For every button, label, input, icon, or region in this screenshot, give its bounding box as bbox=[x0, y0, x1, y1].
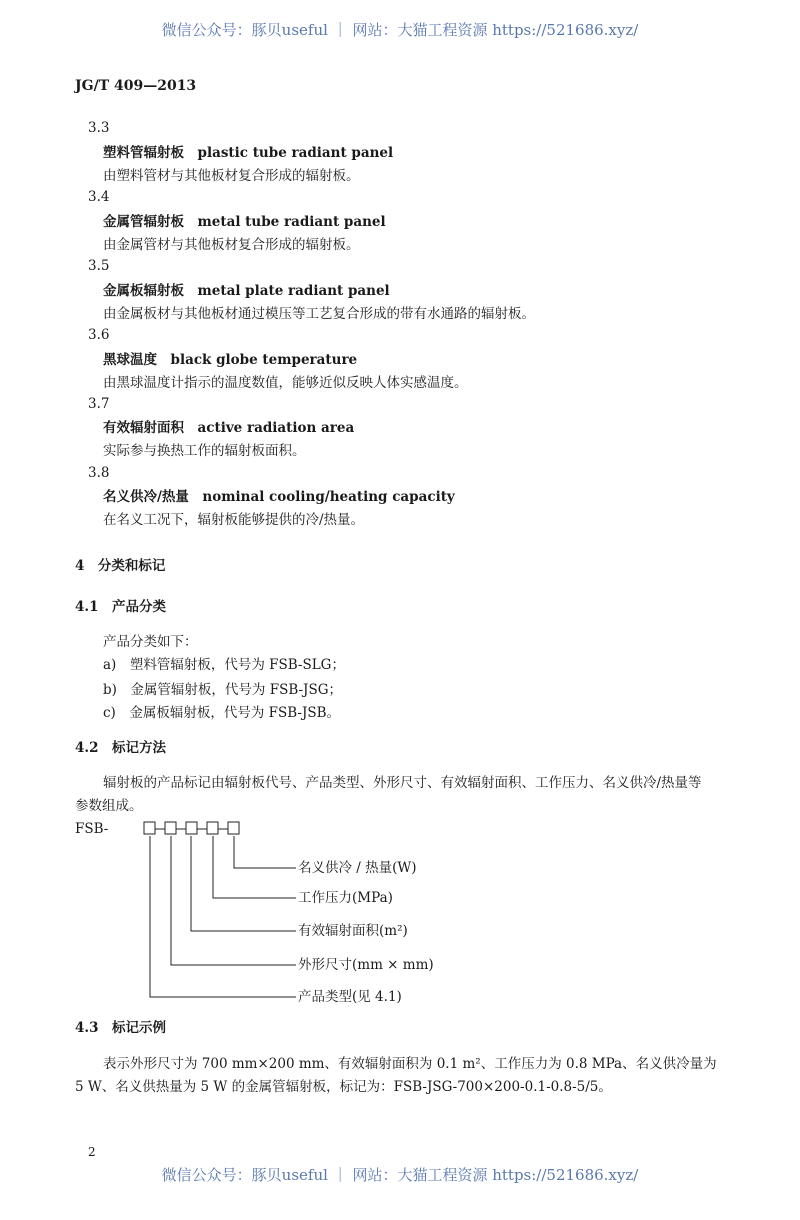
term-desc: 在名义工况下，辐射板能够提供的冷/热量。 bbox=[103, 512, 365, 528]
term-desc: 实际参与换热工作的辐射板面积。 bbox=[103, 443, 306, 459]
term-number: 3.3 bbox=[88, 120, 110, 136]
watermark-bottom: 微信公众号：豚贝useful ｜ 网站：大猫工程资源 https://521686.xyz/ bbox=[161, 1166, 639, 1184]
section-heading: 4 分类和标记 bbox=[75, 558, 166, 574]
paragraph: 产品分类如下： bbox=[103, 634, 198, 650]
diagram-label: 产品类型(见 4.1) bbox=[298, 989, 402, 1005]
diagram-label: 名义供冷 / 热量(W) bbox=[298, 860, 417, 876]
term-number: 3.4 bbox=[88, 189, 110, 205]
paragraph: 表示外形尺寸为 700 mm×200 mm、有效辐射面积为 0.1 m²、工作压力为 0.8 MPa、名义供冷量为 bbox=[103, 1056, 717, 1072]
term-desc: 由黑球温度计指示的温度数值，能够近似反映人体实感温度。 bbox=[103, 375, 468, 391]
term-title: 塑料管辐射板 plastic tube radiant panel bbox=[103, 145, 394, 161]
doc-code: JG/T 409—2013 bbox=[75, 78, 197, 94]
paragraph: 参数组成。 bbox=[75, 798, 143, 814]
diagram-label: 工作压力(MPa) bbox=[298, 890, 393, 906]
term-number: 3.5 bbox=[88, 258, 110, 274]
page-number: 2 bbox=[88, 1145, 96, 1159]
term-desc: 由塑料管材与其他板材复合形成的辐射板。 bbox=[103, 168, 360, 184]
list-item: a) 塑料管辐射板，代号为 FSB-SLG； bbox=[103, 657, 345, 673]
term-number: 3.6 bbox=[88, 327, 110, 343]
paragraph: 5 W、名义供热量为 5 W 的金属管辐射板，标记为：FSB-JSG-700×200-0.1-0.8-5/5。 bbox=[75, 1079, 612, 1095]
term-title: 金属板辐射板 metal plate radiant panel bbox=[103, 283, 390, 299]
term-desc: 由金属板材与其他板材通过模压等工艺复合形成的带有水通路的辐射板。 bbox=[103, 306, 535, 322]
section-heading: 4.3 标记示例 bbox=[75, 1020, 166, 1036]
term-title: 金属管辐射板 metal tube radiant panel bbox=[103, 214, 386, 230]
paragraph: 辐射板的产品标记由辐射板代号、产品类型、外形尺寸、有效辐射面积、工作压力、名义供冷/热量等 bbox=[103, 775, 702, 791]
term-desc: 由金属管材与其他板材复合形成的辐射板。 bbox=[103, 237, 360, 253]
watermark-top: 微信公众号：豚贝useful ｜ 网站：大猫工程资源 https://521686.xyz/ bbox=[161, 21, 639, 39]
term-number: 3.8 bbox=[88, 465, 110, 481]
section-heading: 4.2 标记方法 bbox=[75, 740, 166, 756]
diagram-label: 有效辐射面积(m²) bbox=[298, 923, 408, 939]
marking-prefix: FSB- bbox=[75, 821, 109, 837]
term-title: 名义供冷/热量 nominal cooling/heating capacity bbox=[103, 489, 455, 505]
term-title: 有效辐射面积 active radiation area bbox=[103, 420, 355, 436]
diagram-label: 外形尺寸(mm × mm) bbox=[298, 957, 434, 973]
list-item: b) 金属管辐射板，代号为 FSB-JSG； bbox=[103, 682, 342, 698]
section-heading: 4.1 产品分类 bbox=[75, 599, 166, 615]
term-number: 3.7 bbox=[88, 396, 110, 412]
term-title: 黑球温度 black globe temperature bbox=[103, 352, 358, 368]
list-item: c) 金属板辐射板，代号为 FSB-JSB。 bbox=[103, 705, 341, 721]
